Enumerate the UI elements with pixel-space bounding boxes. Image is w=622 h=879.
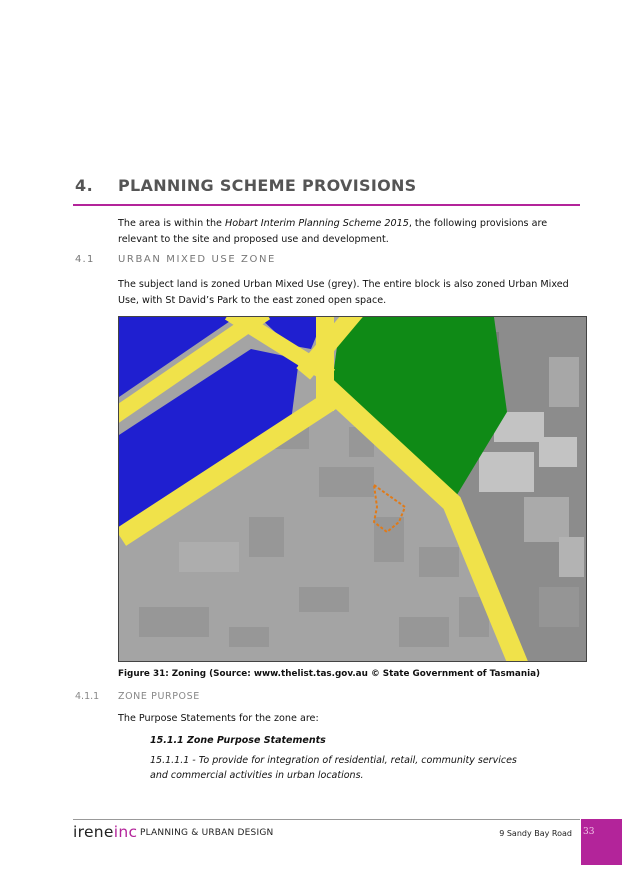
section-intro <box>118 216 588 247</box>
purpose-intro: The Purpose Statements for the zone are: <box>118 713 319 724</box>
section-divider <box>73 204 580 206</box>
section-title: PLANNING SCHEME PROVISIONS <box>118 176 417 195</box>
subsubsection-title: ZONE PURPOSE <box>118 691 200 702</box>
purpose-heading: 15.1.1 Zone Purpose Statements <box>150 735 326 746</box>
subsubsection-number: 4.1.1 <box>75 691 100 702</box>
purpose-statement-line1: 15.1.1.1 - To provide for integration of residential, retail, community services <box>150 755 517 766</box>
intro-text-post: , the following provisions are relevant to the site and proposed use and development. <box>118 218 548 245</box>
logo-accent: inc <box>113 823 138 841</box>
company-logo <box>73 823 137 841</box>
figure-caption: Figure 31: Zoning (Source: www.thelist.tas.gov.au © State Government of Tasmania) <box>118 669 541 679</box>
page-number-box <box>581 819 622 865</box>
subsection-text: The subject land is zoned Urban Mixed Use (grey). The entire block is also zoned Urban Mixed Use, with St David’s Park to the east zoned open space. <box>118 279 569 306</box>
subsection-title: URBAN MIXED USE ZONE <box>118 254 276 265</box>
page-number: 33 <box>583 827 595 837</box>
zoning-map <box>118 316 587 662</box>
intro-text-pre: The area is within the <box>118 218 225 229</box>
section-number: 4. <box>75 176 94 195</box>
footer-divider <box>73 819 580 820</box>
logo-main: irene <box>73 823 114 841</box>
subsection-number: 4.1 <box>75 254 95 265</box>
company-tagline: PLANNING & URBAN DESIGN <box>140 828 274 838</box>
scheme-name: Hobart Interim Planning Scheme 2015 <box>225 218 409 229</box>
footer-address: 9 Sandy Bay Road <box>499 829 572 838</box>
purpose-statement-line2: and commercial activities in urban locations. <box>150 770 364 781</box>
